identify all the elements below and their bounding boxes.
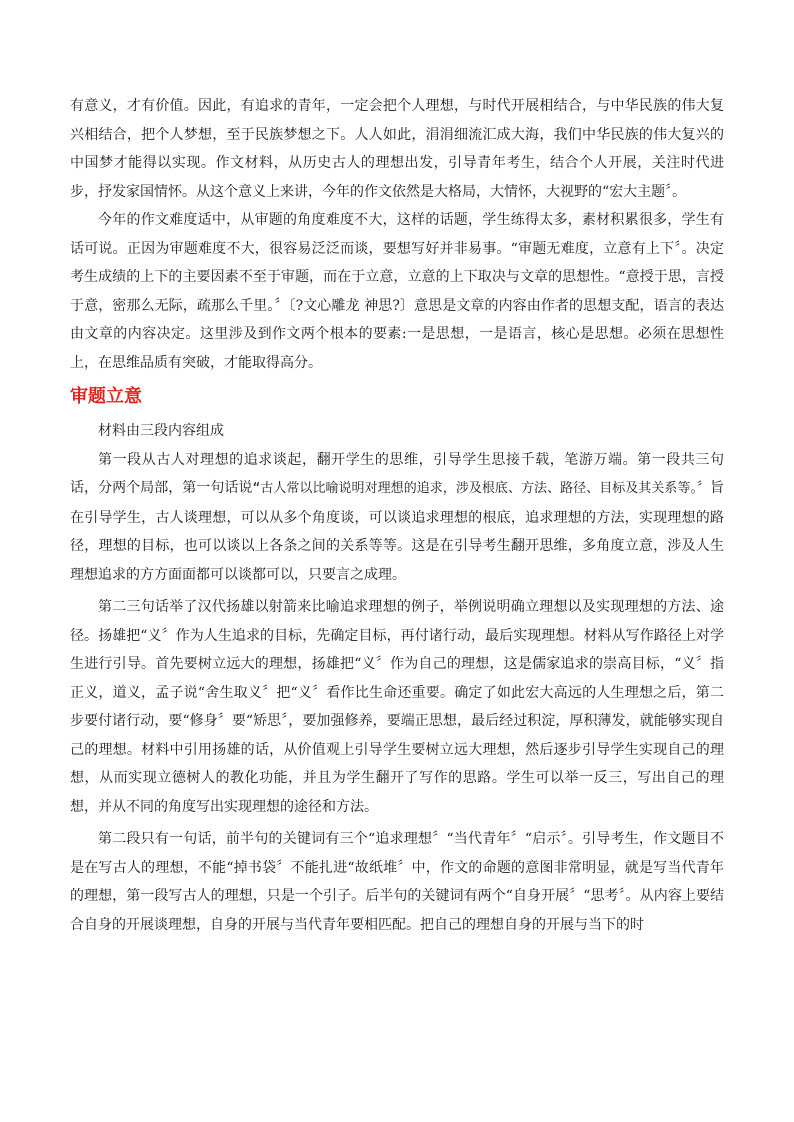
paragraph-text-a: 第一段从古人对理想的追求谈起，翻开学生的思维，引导学生思接千载，笔游万端。第一段共三句话，分两个局部，第一句话说 bbox=[70, 451, 724, 496]
body-paragraph-1: 有意义，才有价值。因此，有追求的青年，一定会把个人理想，与时代开展相结合，与中华民族的伟大复兴相结合，把个人梦想，至于民族梦想之下。人人如此，涓涓细流汇成大海，我们中华民族的伟大复兴的中国梦才能得以实现。作文材料，从历史古人的理想出发，引导青年考生，结合个人开展，关注时代进步，抒发家国情怀。从这个意义上来讲，今年的作文依然是大格局，大情怀，大视野的“宏大主题〞。 bbox=[70, 98, 724, 200]
body-paragraph-second-third: 第二三句话举了汉代扬雄以射箭来比喻追求理想的例子，举例说明确立理想以及实现理想的方法、途径。扬雄把“义〞作为人生追求的目标，先确定目标，再付诸行动，最后实现理想。材料从写作路径上对学生进行引导。首先要树立远大的理想，扬雄把“义〞作为自己的理想，这是儒家追求的崇高目标，“义〞指正义，道义，孟子说“舍生取义〞把“义〞看作比生命还重要。确定了如此宏大高远的人生理想之后，第二步要付诸行动，要“修身〞要“矫思〞，要加强修养，要端正思想，最后经过积淀，厚积薄发，就能够实现自己的理想。材料中引用扬雄的话，从价值观上引导学生要树立远大理想，然后逐步引导学生实现自己的理想，从而实现立德树人的教化功能，并且为学生翻开了写作的思路。学生可以举一反三，写出自己的理想，并从不同的角度写出实现理想的途径和方法。 bbox=[70, 599, 724, 815]
material-quote: “古人常以比喻说明对理想的追求，涉及根底、方法、路径、目标及其关系等。〞 bbox=[252, 481, 711, 496]
body-paragraph-second-section: 第二段只有一句话，前半句的关键词有三个“追求理想〞“当代青年〞“启示〞。引导考生，作文题目不是在写古人的理想，不能“掉书袋〞不能扎进“故纸堆〞中，作文的命题的意图非常明显，就是写当代青年的理想，第一段写古人的理想，只是一个引子。后半句的关键词有两个“自身开展〞“思考〞。从内容上要结合自身的开展谈理想，自身的开展与当代青年要相匹配。把自己的理想自身的开展与当下的时 bbox=[70, 831, 724, 933]
body-paragraph-2: 今年的作文难度适中，从审题的角度难度不大，这样的话题，学生练得太多，素材积累很多，学生有话可说。正因为审题难度不大，很容易泛泛而谈，要想写好并非易事。“审题无难度，立意有上下〞。决定考生成绩的上下的主要因素不至于审题，而在于立意，立意的上下取决与文章的思想性。“意授于思，言授于意，密那么无际，疏那么千里。〞〔?文心雕龙 神思?〕意思是文章的内容由作者的思想支配，语言的表达由文章的内容决定。这里涉及到作文两个根本的要素:一是思想，一是语言，核心是思想。必须在思想性上，在思维品质有突破，才能取得高分。 bbox=[70, 212, 724, 371]
section-heading: 审题立意 bbox=[70, 386, 142, 407]
intro-line: 材料由三段内容组成 bbox=[98, 423, 224, 439]
paragraph-text-b: 旨在引导学生，古人谈理想，可以从多个角度谈，可以谈追求理想的根底，追求理想的方法，实现理想的路径，理想的目标，也可以谈以上各条之间的关系等等。这是在引导考生翻开思维，多角度立意，涉及人生理想追求的方方面面都可以谈都可以，只要言之成理。 bbox=[70, 480, 725, 583]
body-paragraph-first-section bbox=[70, 446, 724, 590]
